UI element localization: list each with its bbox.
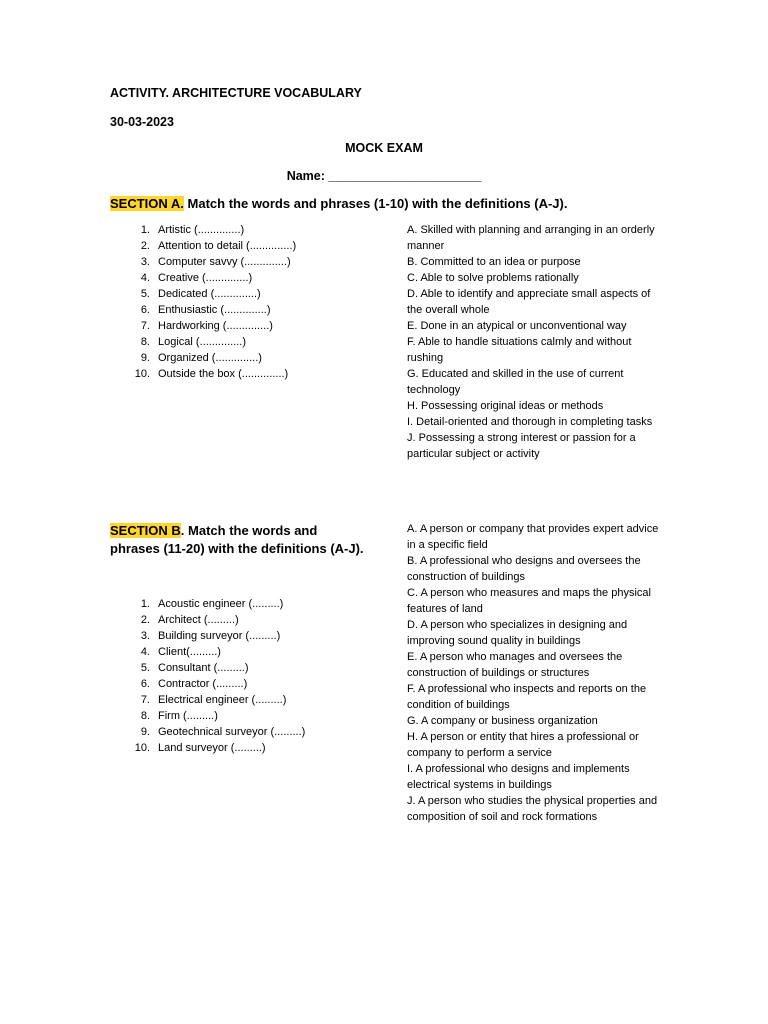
word-number: 7. [140,320,150,332]
definition-item: D. A person who specializes in designing and improving sound quality in buildings [407,619,628,647]
word-number: 3. [140,630,150,642]
word-number: 1. [140,224,150,236]
word-text: Architect (.........) [158,614,239,626]
document-date: 30-03-2023 [110,115,174,129]
word-text: Acoustic engineer (.........) [158,598,284,610]
word-item [112,724,305,740]
word-number: 10. [134,368,150,380]
word-text: Electrical engineer (.........) [158,694,287,706]
word-text: Enthusiastic (..............) [158,304,271,316]
word-text: Building surveyor (.........) [158,630,281,642]
word-text: Contractor (.........) [158,678,248,690]
definition-item: C. A person who measures and maps the physical features of land [407,587,651,615]
word-number: 4. [140,272,150,284]
section-a-word-list [112,222,296,382]
word-number: 6. [140,304,150,316]
word-item [112,644,305,660]
name-field: Name: ______________________ [286,169,482,183]
word-number: 8. [140,710,150,722]
section-b-heading [110,522,370,558]
definition-item: I. A professional who designs and implements electrical systems in buildings [407,763,630,791]
word-item [112,334,296,350]
word-number: 9. [140,726,150,738]
definition-item: C. Able to solve problems rationally [407,272,579,284]
word-text: Consultant (.........) [158,662,249,674]
word-text: Artistic (..............) [158,224,245,236]
word-number: 10. [134,742,150,754]
word-number: 7. [140,694,150,706]
definition-item: F. Able to handle situations calmly and without rushing [407,336,632,364]
word-item [112,612,305,628]
word-number: 1. [140,598,150,610]
section-a-definition-list [407,222,662,462]
word-item [112,740,305,756]
word-item [112,676,305,692]
definition-item: A. Skilled with planning and arranging in an orderly manner [407,224,655,252]
word-number: 8. [140,336,150,348]
word-item [112,366,296,382]
word-text: Client(.........) [158,646,221,658]
word-text: Computer savvy (..............) [158,256,291,268]
word-text: Hardworking (..............) [158,320,273,332]
word-item [112,270,296,286]
section-b-label: SECTION B [110,523,181,538]
definition-item: E. Done in an atypical or unconventional way [407,320,627,332]
definition-item: D. Able to identify and appreciate small aspects of the overall whole [407,288,651,316]
word-item [112,596,305,612]
word-number: 9. [140,352,150,364]
definition-item: I. Detail-oriented and thorough in completing tasks [407,416,653,428]
word-item [112,238,296,254]
word-item [112,628,305,644]
definition-item: G. A company or business organization [407,715,598,727]
definition-item: H. Possessing original ideas or methods [407,400,604,412]
definition-item: J. Possessing a strong interest or passion for a particular subject or activity [407,432,636,460]
word-item [112,350,296,366]
section-b-instruction: . Match the words and phrases (11-20) with the definitions (A-J). [110,523,364,556]
word-item [112,254,296,270]
word-number: 4. [140,646,150,658]
section-a-label: SECTION A. [110,196,184,211]
word-text: Firm (.........) [158,710,218,722]
section-a-instruction: Match the words and phrases (1-10) with the definitions (A-J). [183,196,568,211]
definition-item: G. Educated and skilled in the use of current technology [407,368,624,396]
word-item [112,222,296,238]
definition-item: J. A person who studies the physical properties and composition of soil and rock formations [407,795,658,823]
word-text: Logical (..............) [158,336,247,348]
word-text: Dedicated (..............) [158,288,261,300]
definition-item: H. A person or entity that hires a professional or company to perform a service [407,731,639,759]
word-number: 5. [140,288,150,300]
word-item [112,302,296,318]
word-text: Geotechnical surveyor (.........) [158,726,306,738]
word-number: 2. [140,614,150,626]
word-number: 5. [140,662,150,674]
word-text: Land surveyor (.........) [158,742,266,754]
word-text: Creative (..............) [158,272,253,284]
word-number: 6. [140,678,150,690]
word-text: Attention to detail (..............) [158,240,297,252]
word-text: Organized (..............) [158,352,262,364]
exam-heading: MOCK EXAM [345,141,423,155]
section-a-heading [110,195,670,213]
word-item [112,286,296,302]
word-item [112,660,305,676]
word-item [112,692,305,708]
word-item [112,318,296,334]
definition-item: F. A professional who inspects and reports on the condition of buildings [407,683,647,711]
definition-item: E. A person who manages and oversees the construction of buildings or structures [407,651,623,679]
section-b-definition-list [407,521,662,825]
word-number: 3. [140,256,150,268]
definition-item: B. A professional who designs and oversees the construction of buildings [407,555,641,583]
word-number: 2. [140,240,150,252]
definition-item: A. A person or company that provides expert advice in a specific field [407,523,659,551]
definition-item: B. Committed to an idea or purpose [407,256,581,268]
word-text: Outside the box (..............) [158,368,289,380]
document-title: ACTIVITY. ARCHITECTURE VOCABULARY [110,86,362,100]
word-item [112,708,305,724]
section-b-word-list [112,596,305,756]
